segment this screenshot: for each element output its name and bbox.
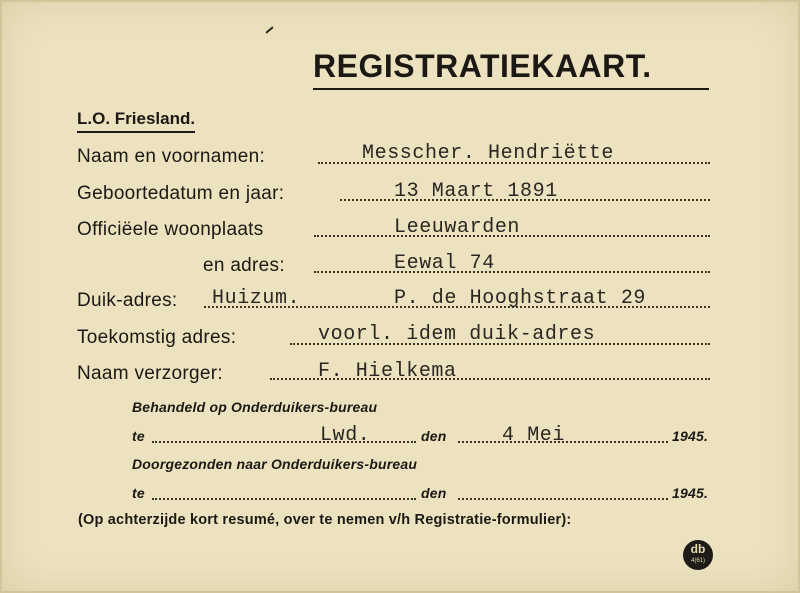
address-label: en adres:: [203, 255, 285, 276]
printer-stamp: [683, 540, 713, 570]
ink-mark: [265, 26, 273, 33]
processed-place-line: [152, 441, 416, 443]
hiding-address-label: Duik-adres:: [77, 290, 178, 311]
hiding-address-place: Huizum.: [212, 287, 301, 310]
future-address-label: Toekomstig adres:: [77, 327, 237, 348]
forwarded-year: 1945.: [672, 485, 709, 501]
processed-den-label: den: [421, 428, 447, 444]
future-address-value: voorl. idem duik-adres: [318, 323, 596, 346]
processed-te-label: te: [132, 428, 145, 444]
address-line: [314, 271, 710, 273]
name-label: Naam en voornamen:: [77, 146, 266, 167]
processed-date: 4 Mei: [502, 424, 566, 447]
forwarded-place-line: [152, 498, 416, 500]
forwarded-heading: Doorgezonden naar Onderduikers-bureau: [132, 456, 418, 472]
forwarded-den-label: den: [421, 485, 447, 501]
birth-label: Geboortedatum en jaar:: [77, 183, 285, 204]
organization-label: L.O. Friesland.: [77, 108, 195, 133]
processed-heading: Behandeld op Onderduikers-bureau: [132, 399, 378, 415]
address-value: Eewal 74: [394, 252, 495, 275]
forwarded-te-label: te: [132, 485, 145, 501]
stamp-top-text: db: [690, 542, 706, 556]
residence-label: Officiëele woonplaats: [77, 219, 264, 240]
hiding-address-street: P. de Hooghstraat 29: [394, 287, 647, 310]
birth-value: 13 Maart 1891: [394, 180, 558, 203]
footer-note: (Op achterzijde kort resumé, over te nemen v/h Registratie-formulier):: [78, 512, 572, 528]
processed-place: Lwd.: [320, 424, 371, 447]
name-value: Messcher. Hendriëtte: [362, 142, 615, 165]
card-title: REGISTRATIEKAART.: [313, 46, 709, 90]
residence-value: Leeuwarden: [394, 216, 521, 239]
caretaker-label: Naam verzorger:: [77, 363, 223, 384]
processed-year: 1945.: [672, 428, 709, 444]
stamp-bottom-text: 4(61): [690, 558, 705, 564]
caretaker-value: F. Hielkema: [318, 360, 457, 383]
forwarded-date-line: [458, 498, 668, 500]
